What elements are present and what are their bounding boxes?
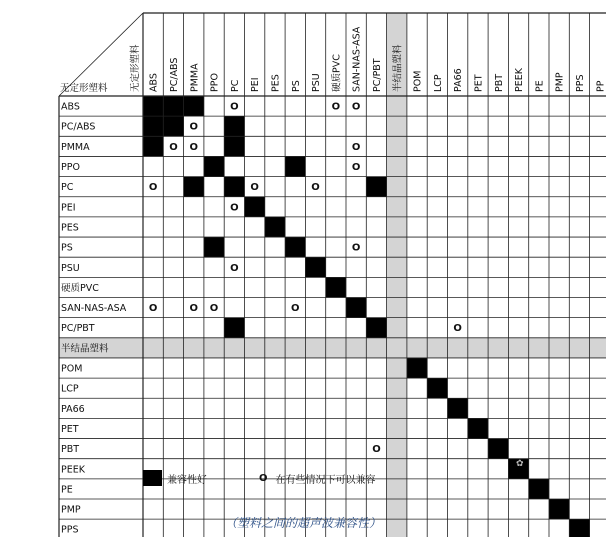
row-label: PET xyxy=(61,423,79,435)
good-cell xyxy=(143,96,163,116)
partial-mark: O xyxy=(230,202,239,214)
partial-mark: O xyxy=(372,444,381,456)
good-cell xyxy=(245,197,265,217)
row-label: PPS xyxy=(61,524,79,536)
good-cell xyxy=(407,358,427,378)
column-label: PE xyxy=(534,80,546,92)
column-label: PP xyxy=(595,80,606,92)
corner-column-label: 无定形塑料 xyxy=(130,44,141,92)
row-label: PES xyxy=(61,222,79,234)
good-cell xyxy=(224,136,244,156)
partial-mark: O xyxy=(351,242,361,254)
row-label: PEEK xyxy=(61,464,85,476)
partial-mark: O xyxy=(189,121,199,133)
good-cell xyxy=(326,277,346,297)
good-cell xyxy=(163,116,183,136)
good-cell xyxy=(285,156,305,176)
column-label: PMMA xyxy=(189,63,201,92)
column-label: ABS xyxy=(148,73,160,92)
row-label: PC xyxy=(61,182,74,194)
partial-mark: O xyxy=(230,101,239,113)
separator-row xyxy=(59,338,606,358)
row-label: ABS xyxy=(61,101,80,113)
partial-mark: O xyxy=(148,182,158,194)
good-cell xyxy=(529,479,549,499)
column-label: PSU xyxy=(311,73,323,92)
partial-mark: O xyxy=(311,182,320,194)
good-cell xyxy=(448,398,468,418)
good-cell xyxy=(143,116,163,136)
watermark-icon: ✿ xyxy=(516,459,524,469)
good-cell xyxy=(468,418,488,438)
column-label: PEI xyxy=(250,77,262,92)
legend-partial-symbol: O xyxy=(259,472,268,484)
row-label: LCP xyxy=(61,383,79,395)
column-label: 半结晶塑料 xyxy=(392,44,404,92)
column-label: PC/PBT xyxy=(371,58,383,92)
good-cell xyxy=(143,136,163,156)
column-label: POM xyxy=(412,70,424,92)
corner-row-label: 无定形塑料 xyxy=(60,83,108,94)
column-label: PS xyxy=(290,80,302,92)
row-label: PSU xyxy=(61,262,80,274)
good-cell xyxy=(427,378,447,398)
column-label: PC/ABS xyxy=(168,57,180,92)
good-cell xyxy=(224,318,244,338)
good-cell xyxy=(366,318,386,338)
column-label: PPO xyxy=(209,73,221,92)
figure-caption: （塑料之间的超声波兼容性） xyxy=(224,516,381,530)
partial-mark: O xyxy=(351,141,361,153)
partial-mark: O xyxy=(230,262,239,274)
good-cell xyxy=(366,177,386,197)
row-label: PMP xyxy=(61,504,81,516)
legend-good-label: 兼容性好 xyxy=(167,474,207,486)
row-label: SAN-NAS-ASA xyxy=(61,303,127,315)
good-cell xyxy=(346,298,366,318)
legend-partial-label: 在有些情况下可以兼容 xyxy=(275,474,376,486)
good-cell xyxy=(224,177,244,197)
row-label: POM xyxy=(61,363,83,375)
column-label: PMP xyxy=(554,72,566,92)
row-label: PA66 xyxy=(61,403,85,415)
column-label: PEEK xyxy=(514,68,526,92)
row-label: PC/ABS xyxy=(61,121,96,133)
partial-mark: O xyxy=(148,303,158,315)
row-label: 硬质PVC xyxy=(61,282,99,294)
partial-mark: O xyxy=(209,303,219,315)
good-cell xyxy=(285,237,305,257)
row-label: PC/PBT xyxy=(61,323,95,335)
column-label: SAN-NAS-ASA xyxy=(351,26,363,92)
good-cell xyxy=(224,116,244,136)
row-label: PEI xyxy=(61,202,76,214)
legend xyxy=(143,470,376,486)
partial-mark: O xyxy=(351,101,361,113)
good-cell xyxy=(204,237,224,257)
column-label: 硬质PVC xyxy=(331,54,343,92)
good-cell xyxy=(184,96,204,116)
column-label: PET xyxy=(473,74,485,92)
good-cell xyxy=(305,257,325,277)
column-label: PBT xyxy=(493,73,505,92)
row-label: 半结晶塑料 xyxy=(61,343,109,355)
partial-mark: O xyxy=(250,182,259,194)
good-cell xyxy=(184,177,204,197)
legend-good-swatch xyxy=(143,470,162,486)
row-label: PPO xyxy=(61,162,80,174)
column-label: PES xyxy=(270,74,282,92)
column-label: PC xyxy=(229,79,241,92)
partial-mark: O xyxy=(169,141,178,153)
partial-mark: O xyxy=(290,303,300,315)
good-cell xyxy=(204,156,224,176)
partial-mark: O xyxy=(453,323,462,335)
row-label: PMMA xyxy=(61,141,90,153)
partial-mark: O xyxy=(331,101,341,113)
column-label: PPS xyxy=(574,74,586,92)
row-label: PS xyxy=(61,242,73,254)
column-label: LCP xyxy=(432,74,444,92)
partial-mark: O xyxy=(189,303,199,315)
good-cell xyxy=(163,96,183,116)
partial-mark: O xyxy=(351,162,361,174)
partial-mark: O xyxy=(189,141,199,153)
column-label: PA66 xyxy=(453,68,465,92)
good-cell xyxy=(265,217,285,237)
good-cell xyxy=(488,439,508,459)
row-label: PE xyxy=(61,484,73,496)
row-label: PBT xyxy=(61,444,80,456)
